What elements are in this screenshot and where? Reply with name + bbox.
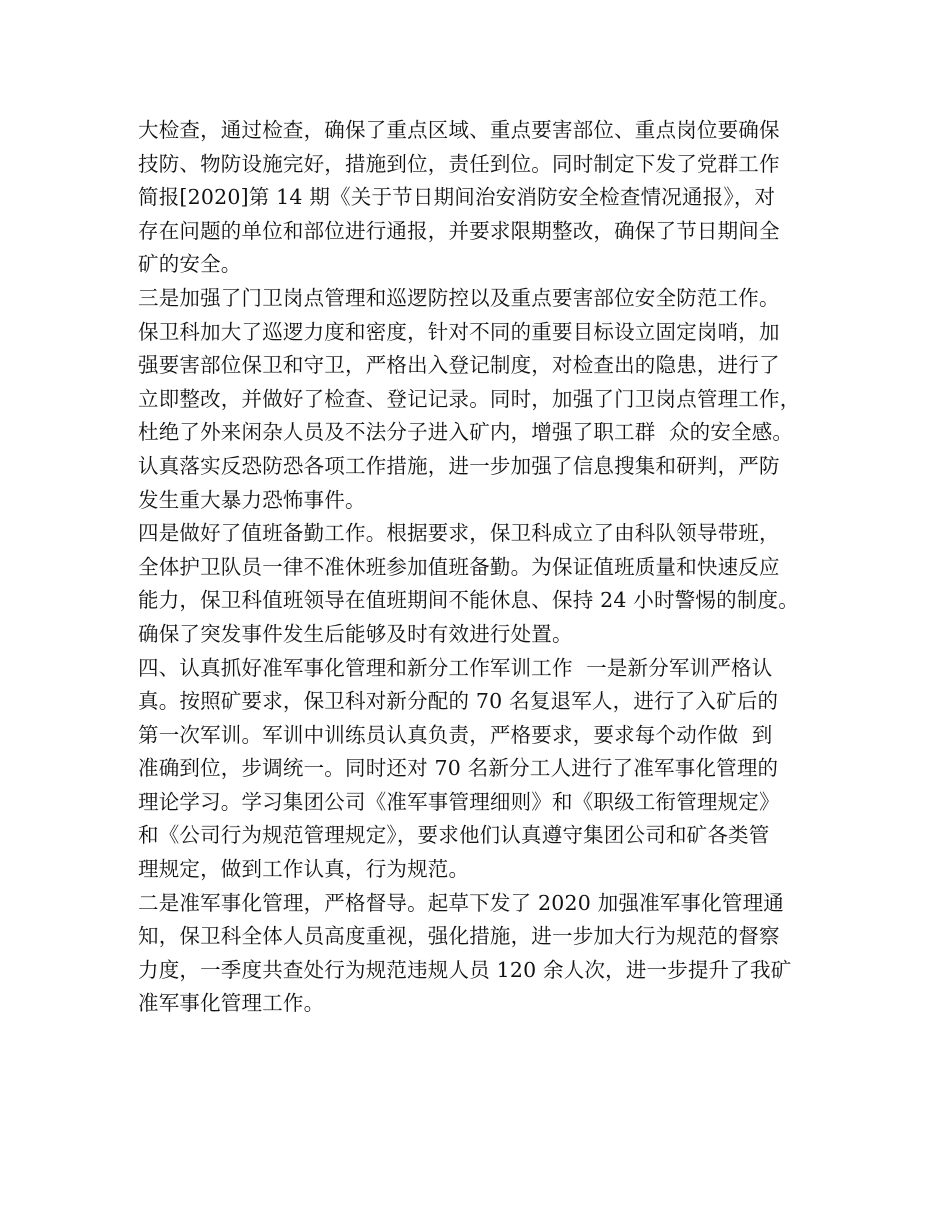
text-line: 四、认真抓好准军事化管理和新分工作军训工作 一是新分军训严格认 bbox=[138, 655, 773, 680]
text-line: 能力，保卫科值班领导在值班期间不能休息、保持 24 小时警惕的制度。 bbox=[138, 588, 799, 613]
text-line: 存在问题的单位和部位进行通报，并要求限期整改，确保了节日期间全 bbox=[138, 218, 780, 243]
text-line: 强要害部位保卫和守卫，严格出入登记制度，对检查出的隐患，进行了 bbox=[138, 353, 780, 378]
text-line: 和《公司行为规范管理规定》，要求他们认真遵守集团公司和矿各类管 bbox=[138, 823, 770, 848]
text-line: 杜绝了外来闲杂人员及不法分子进入矿内，增强了职工群 众的安全感。 bbox=[138, 420, 794, 445]
text-line: 准确到位，步调统一。同时还对 70 名新分工人进行了准军事化管理的 bbox=[138, 756, 779, 781]
text-line: 四是做好了值班备勤工作。根据要求，保卫科成立了由科队领导带班， bbox=[138, 521, 780, 546]
text-line: 技防、物防设施完好，措施到位，责任到位。同时制定下发了党群工作 bbox=[138, 151, 780, 176]
text-line: 确保了突发事件发生后能够及时有效进行处置。 bbox=[138, 621, 573, 646]
text-line: 力度，一季度共查处行为规范违规人员 120 余人次，进一步提升了我矿 bbox=[138, 957, 792, 982]
text-line: 全体护卫队员一律不准休班参加值班备勤。为保证值班质量和快速反应 bbox=[138, 554, 780, 579]
text-line: 立即整改，并做好了检查、登记记录。同时，加强了门卫岗点管理工作， bbox=[138, 386, 801, 411]
text-line: 发生重大暴力恐怖事件。 bbox=[138, 487, 366, 512]
document-body bbox=[138, 114, 828, 1021]
text-line: 二是准军事化管理，严格督导。起草下发了 2020 加强准军事化管理通 bbox=[138, 890, 785, 915]
text-line: 矿的安全。 bbox=[138, 252, 242, 277]
text-line: 第一次军训。军训中训练员认真负责，严格要求，要求每个动作做 到 bbox=[138, 722, 773, 747]
text-line: 准军事化管理工作。 bbox=[138, 991, 325, 1016]
text-line: 认真落实反恐防恐各项工作措施，进一步加强了信息搜集和研判，严防 bbox=[138, 453, 780, 478]
text-line: 知，保卫科全体人员高度重视，强化措施，进一步加大行为规范的督察 bbox=[138, 924, 780, 949]
text-line: 理论学习。学习集团公司《准军事管理细则》和《职级工衔管理规定》 bbox=[138, 789, 780, 814]
text-line: 大检查，通过检查，确保了重点区域、重点要害部位、重点岗位要确保 bbox=[138, 118, 780, 142]
text-line: 三是加强了门卫岗点管理和巡逻防控以及重点要害部位安全防范工作。 bbox=[138, 285, 780, 310]
text-line: 理规定，做到工作认真，行为规范。 bbox=[138, 857, 470, 882]
text-line: 保卫科加大了巡逻力度和密度，针对不同的重要目标设立固定岗哨，加 bbox=[138, 319, 780, 344]
text-line: 真。按照矿要求，保卫科对新分配的 70 名复退军人，进行了入矿后的 bbox=[138, 689, 779, 714]
text-line: 简报[2020]第 14 期《关于节日期间治安消防安全检查情况通报》，对 bbox=[138, 185, 776, 210]
